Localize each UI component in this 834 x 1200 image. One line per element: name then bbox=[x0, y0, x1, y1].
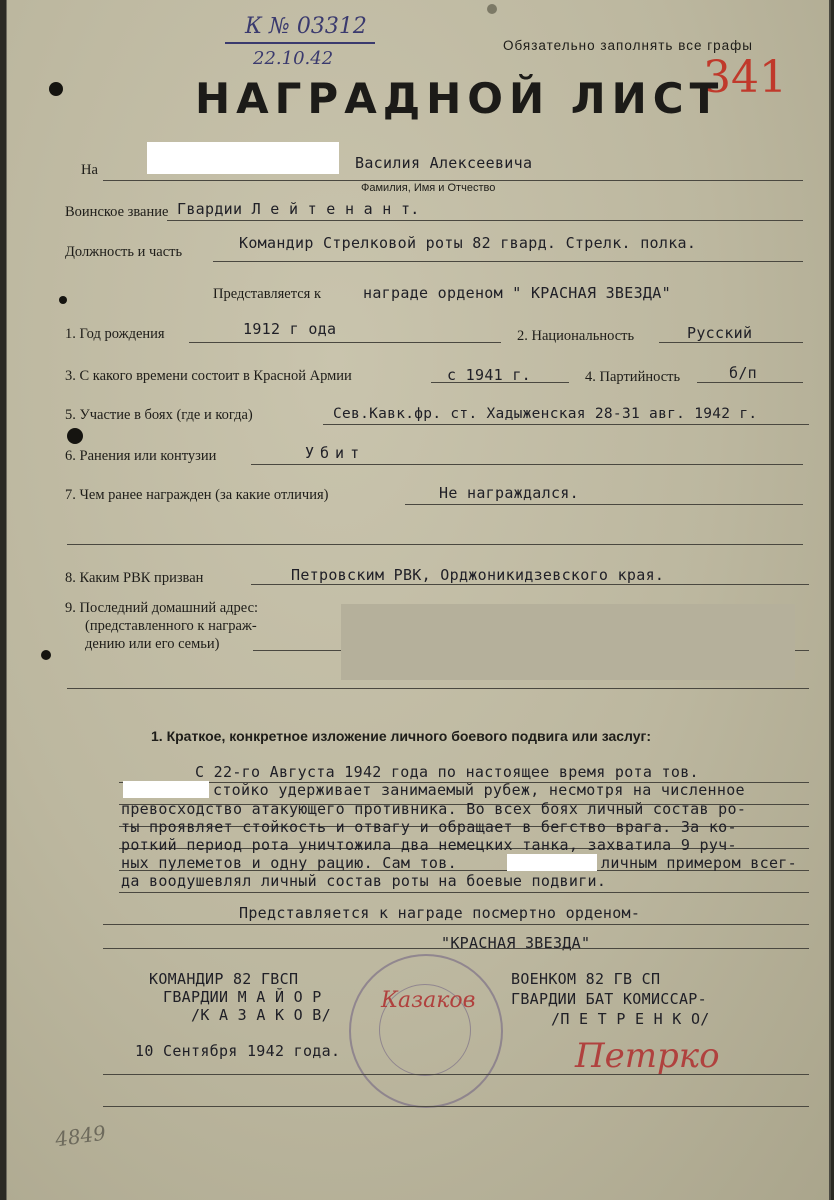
name-caption: Фамилия, Имя и Отчество bbox=[361, 182, 496, 194]
address-label-line-2: (представленного к награж- bbox=[85, 618, 257, 634]
narrative-line-1: С 22-го Августа 1942 года по настоящее время рота тов. bbox=[195, 763, 699, 781]
redacted-name-2 bbox=[507, 854, 597, 871]
service-start-value: с 1941 г. bbox=[447, 366, 531, 384]
punch-hole bbox=[59, 296, 67, 304]
birth-year-line bbox=[189, 342, 501, 343]
narrative-line-2: стойко удерживает занимаемый рубеж, несмотря на численное bbox=[213, 781, 745, 799]
recipient-name: Василия Алексеевича bbox=[355, 154, 533, 172]
recipient-label: На bbox=[81, 162, 98, 178]
narrative-line-4: ты проявляет стойкость и отвагу и обращает в бегство врага. За ко- bbox=[121, 818, 737, 836]
nationality-line bbox=[659, 342, 803, 343]
archive-number: К № 03312 bbox=[245, 14, 367, 39]
commissar-title: ВОЕНКОМ 82 ГВ СП bbox=[511, 970, 661, 988]
bottom-line bbox=[103, 1074, 809, 1075]
red-registration-number: 341 bbox=[703, 52, 787, 103]
commander-name: /К А З А К О В/ bbox=[191, 1006, 331, 1024]
presented-label: Представляется к bbox=[213, 286, 322, 302]
rvk-line bbox=[251, 584, 809, 585]
position-label: Должность и часть bbox=[65, 244, 183, 260]
redacted-name-1 bbox=[123, 781, 209, 798]
narrative-line-6a: ных пулеметов и одну рацию. Сам тов. bbox=[121, 854, 457, 872]
address-label-line-3: дению или его семьи) bbox=[85, 636, 220, 652]
narrative-line bbox=[119, 892, 809, 893]
redacted-surname bbox=[147, 142, 339, 174]
punch-hole bbox=[67, 428, 83, 444]
redacted-address bbox=[341, 604, 795, 680]
award-sheet-page bbox=[6, 0, 831, 1200]
nationality-label: 2. Национальность bbox=[517, 328, 635, 344]
position-value: Командир Стрелковой роты 82 гвард. Стрелк. полка. bbox=[239, 234, 697, 252]
archive-number-underline bbox=[225, 42, 375, 44]
rvk-value: Петровским РВК, Орджоникидзевского края. bbox=[291, 566, 665, 584]
page-title: НАГРАДНОЙ ЛИСТ bbox=[195, 74, 725, 123]
narrative-line-5: роткий период рота уничтожила два немецких танка, захватила 9 руч- bbox=[121, 836, 737, 854]
fill-all-columns-note: Обязательно заполнять все графы bbox=[503, 38, 753, 53]
address-line-2 bbox=[67, 688, 809, 689]
battles-label: 5. Участие в боях (где и когда) bbox=[65, 407, 253, 423]
party-line bbox=[697, 382, 803, 383]
rank-label: Воинское звание bbox=[65, 204, 169, 220]
commander-rank: ГВАРДИИ М А Й О Р bbox=[163, 988, 322, 1006]
presented-value: награде орденом " КРАСНАЯ ЗВЕЗДА" bbox=[363, 284, 671, 302]
commander-signature: Казаков bbox=[381, 988, 476, 1013]
rank-line bbox=[167, 220, 803, 221]
party-value: б/п bbox=[729, 364, 757, 382]
address-label-line-1: 9. Последний домашний адрес: bbox=[65, 600, 259, 616]
recommendation-text: Представляется к награде посмертно орденом- bbox=[239, 904, 641, 922]
recommendation-line-2 bbox=[103, 948, 809, 949]
commissar-signature: Петрко bbox=[575, 1036, 720, 1076]
party-label: 4. Партийность bbox=[585, 369, 681, 385]
wounds-line bbox=[251, 464, 803, 465]
punch-hole bbox=[49, 82, 63, 96]
punch-hole bbox=[41, 650, 51, 660]
narrative-line-7: да воодушевлял личный состав роты на боевые подвиги. bbox=[121, 872, 607, 890]
prior-awards-line bbox=[405, 504, 803, 505]
commissar-rank: ГВАРДИИ БАТ КОМИССАР- bbox=[511, 990, 707, 1008]
wounds-label: 6. Ранения или контузии bbox=[65, 448, 217, 464]
margin-pencil-note: 4849 bbox=[53, 1120, 108, 1152]
feat-summary-heading: 1. Краткое, конкретное изложение личного боевого подвига или заслуг: bbox=[151, 728, 652, 744]
punch-hole bbox=[487, 4, 497, 14]
prior-awards-label: 7. Чем ранее награжден (за какие отличия) bbox=[65, 487, 329, 503]
battles-line bbox=[323, 424, 809, 425]
prior-awards-line-2 bbox=[67, 544, 803, 545]
battles-value: Сев.Кавк.фр. ст. Хадыженская 28-31 авг. 1942 г. bbox=[333, 406, 758, 422]
narrative-line-6b: личным примером всег- bbox=[601, 854, 797, 872]
archive-date: 22.10.42 bbox=[253, 48, 334, 69]
birth-year-label: 1. Год рождения bbox=[65, 326, 165, 342]
rank-value: Гвардии Л е й т е н а н т. bbox=[177, 200, 420, 218]
wounds-value: Убит bbox=[305, 444, 366, 462]
recipient-line bbox=[103, 180, 803, 181]
commander-title: КОМАНДИР 82 ГВСП bbox=[149, 970, 299, 988]
birth-year-value: 1912 г ода bbox=[243, 320, 337, 338]
recommendation-award: "КРАСНАЯ ЗВЕЗДА" bbox=[441, 934, 591, 952]
bottom-line-2 bbox=[103, 1106, 809, 1107]
rvk-label: 8. Каким РВК призван bbox=[65, 570, 204, 586]
position-line bbox=[213, 261, 803, 262]
signing-date: 10 Сентября 1942 года. bbox=[135, 1042, 341, 1060]
nationality-value: Русский bbox=[687, 324, 753, 342]
prior-awards-value: Не награждался. bbox=[439, 484, 579, 502]
recommendation-line bbox=[103, 924, 809, 925]
narrative-line-3: превосходство атакующего противника. Во всех боях личный состав ро- bbox=[121, 800, 747, 818]
commissar-name: /П Е Т Р Е Н К О/ bbox=[551, 1010, 710, 1028]
service-start-label: 3. С какого времени состоит в Красной Армии bbox=[65, 368, 352, 384]
